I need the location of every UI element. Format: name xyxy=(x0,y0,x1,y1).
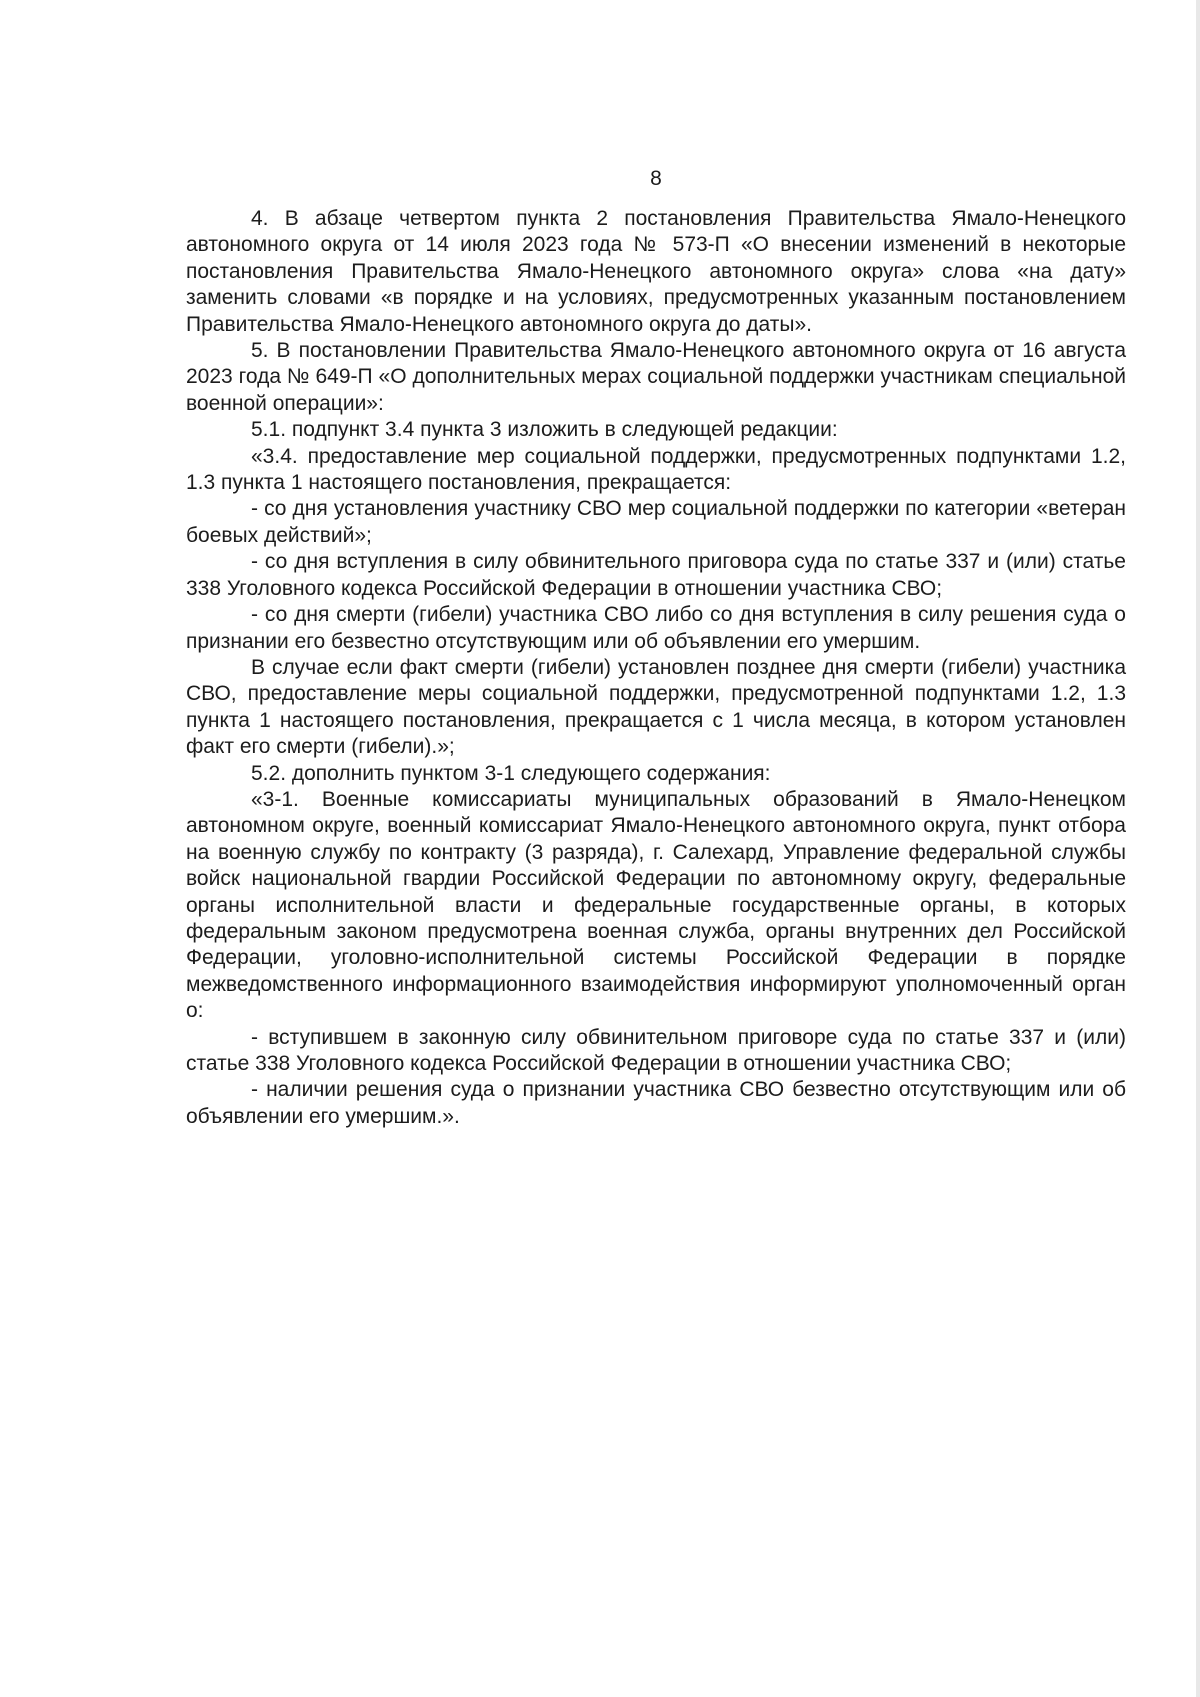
paragraph-death-fact: В случае если факт смерти (гибели) установлен позднее дня смерти (гибели) участника СВО, предоставление меры социальной поддержки, предусмотренной подпунктами 1.2, 1.3 пункта 1 настоящего постановления, прекращается с 1 числа месяца, в котором установлен факт его смерти (гибели).»; xyxy=(186,655,1126,759)
paragraph-4: 4. В абзаце четвертом пункта 2 постановления Правительства Ямало-Ненецкого автономного округа от 14 июля 2023 года № 573-П «О внесении изменений в некоторые постановления Правительства Ямало-Ненецкого автономного округа» слова «на дату» заменить словами «в порядке и на условиях, предусмотренных указанным постановлением Правительства Ямало-Ненецкого автономного округа до даты». xyxy=(186,207,1126,336)
paragraph-5-2: 5.2. дополнить пунктом 3-1 следующего содержания: xyxy=(251,761,771,785)
page-edge-shadow xyxy=(1196,0,1200,1697)
document-body xyxy=(186,206,1126,1130)
list-item-veteran: - со дня установления участнику СВО мер социальной поддержки по категории «ветеран боевых действий»; xyxy=(186,497,1126,547)
list-item-verdict: - со дня вступления в силу обвинительного приговора суда по статье 337 и (или) статье 338 Уголовного кодекса Российской Федерации в отношении участника СВО; xyxy=(186,550,1126,600)
paragraph-3-4: «3.4. предоставление мер социальной поддержки, предусмотренных подпунктами 1.2, 1.3 пункта 1 настоящего постановления, прекращается: xyxy=(186,444,1126,495)
paragraph-5-1: 5.1. подпункт 3.4 пункта 3 изложить в следующей редакции: xyxy=(251,418,838,442)
paragraph-3-1: «3-1. Военные комиссариаты муниципальных образований в Ямало-Ненецком автономном округе, военный комиссариат Ямало-Ненецкого автономного округа, пункт отбора на военную службу по контракту (3 разряда), г. Салехард, Управление федеральной службы войск национальной гвардии Российской Федерации по автономному округу, федеральные органы исполнительной власти и федеральные государственные органы, в которых федеральным законом предусмотрена военная служба, органы внутренних дел Российской Федерации, уголовно-исполнительной системы Российской Федерации в порядке межведомственного информационного взаимодействия информируют уполномоченный орган о: xyxy=(186,787,1126,1023)
list-item-court-decision: - наличии решения суда о признании участника СВО безвестно отсутствующим или об объявлении его умершим.». xyxy=(186,1078,1126,1128)
list-item-verdict-info: - вступившем в законную силу обвинительном приговоре суда по статье 337 и (или) статье 338 Уголовного кодекса Российской Федерации в отношении участника СВО; xyxy=(186,1025,1126,1075)
list-item-death: - со дня смерти (гибели) участника СВО либо со дня вступления в силу решения суда о признании его безвестно отсутствующим или об объявлении его умершим. xyxy=(186,603,1126,653)
page-number: 8 xyxy=(650,167,662,190)
paragraph-5: 5. В постановлении Правительства Ямало-Ненецкого автономного округа от 16 августа 2023 года № 649-П «О дополнительных мерах социальной поддержки участникам специальной военной операции»: xyxy=(186,339,1126,415)
